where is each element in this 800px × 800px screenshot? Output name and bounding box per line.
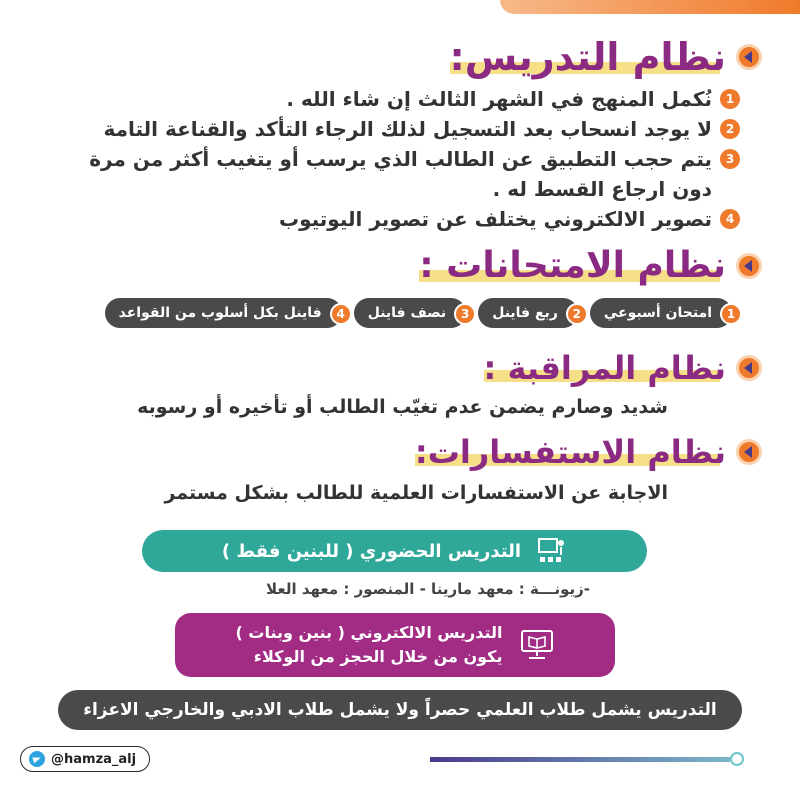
in-person-banner [142, 530, 647, 572]
inquiries-text: الاجابة عن الاستفسارات العلمية للطالب بشكل مستمر [164, 482, 668, 504]
top-decorative-bar [500, 0, 800, 14]
exam-pill-label: امتحان أسبوعي [603, 305, 712, 321]
exam-pill-half-final [354, 298, 470, 328]
telegram-icon [29, 751, 45, 767]
eligibility-note: التدريس يشمل طلاب العلمي حصراً ولا يشمل طلاب الادبي والخارجي الاعزاء [58, 690, 742, 730]
list-item [40, 84, 740, 114]
number-badge: 4 [720, 209, 740, 229]
section-arrow-icon [736, 253, 762, 279]
footer-line [430, 757, 730, 762]
list-item-text: لا يوجد انسحاب بعد التسجيل لذلك الرجاء التأكد والقناعة التامة [103, 117, 712, 141]
telegram-handle[interactable] [20, 746, 150, 772]
number-badge: 4 [330, 303, 352, 325]
teaching-section-header [449, 35, 762, 79]
list-item-text: يتم حجب التطبيق عن الطالب الذي يرسب أو يتغيب أكثر من مرة دون ارجاع القسط له . [89, 147, 712, 201]
in-person-locations: -زيونـــة : معهد مارينا - المنصور : معهد العلا [266, 580, 590, 598]
online-booking-text: يكون من خلال الحجز من الوكلاء [253, 647, 503, 666]
list-item [40, 204, 740, 234]
online-banner [175, 613, 615, 677]
handle-text: @hamza_alj [51, 751, 137, 767]
exams-title: نظام الامتحانات : [419, 245, 726, 286]
section-arrow-icon [736, 44, 762, 70]
footer-dot [730, 752, 744, 766]
exam-pill-weekly [590, 298, 736, 328]
section-arrow-icon [736, 355, 762, 381]
monitoring-section-header [483, 349, 762, 387]
in-person-label: التدريس الحضوري ( للبنين فقط ) [221, 540, 522, 562]
online-label: التدريس الالكتروني ( بنين وبنات ) [235, 623, 503, 642]
classroom-icon [537, 537, 567, 565]
monitoring-text: شديد وصارم يضمن عدم تغيّب الطالب أو تأخيره أو رسوبه [137, 396, 668, 418]
exam-pill-label: نصف فاينل [367, 305, 447, 321]
inquiries-section-header [414, 433, 762, 471]
exams-section-header [419, 245, 762, 286]
exam-pill-final [105, 298, 345, 328]
section-arrow-icon [736, 439, 762, 465]
number-badge: 3 [454, 303, 476, 325]
number-badge: 2 [720, 119, 740, 139]
teaching-title: نظام التدريس: [449, 35, 726, 79]
number-badge: 1 [720, 303, 742, 325]
exam-types [105, 298, 736, 328]
number-badge: 1 [720, 89, 740, 109]
exam-pill-label: فاينل بكل أسلوب من القواعد [118, 305, 322, 321]
exam-pill-quarter-final [478, 298, 582, 328]
monitoring-title: نظام المراقبة : [483, 349, 726, 387]
teaching-rules-list [40, 84, 740, 234]
monitor-book-icon [520, 629, 554, 661]
list-item [40, 144, 740, 204]
list-item [40, 114, 740, 144]
number-badge: 3 [720, 149, 740, 169]
list-item-text: تصوير الالكتروني يختلف عن تصوير اليوتيوب [278, 207, 712, 231]
exam-pill-label: ربع فاينل [492, 305, 558, 321]
number-badge: 2 [566, 303, 588, 325]
inquiries-title: نظام الاستفسارات: [414, 433, 726, 471]
list-item-text: نُكمل المنهج في الشهر الثالث إن شاء الله . [286, 87, 712, 111]
